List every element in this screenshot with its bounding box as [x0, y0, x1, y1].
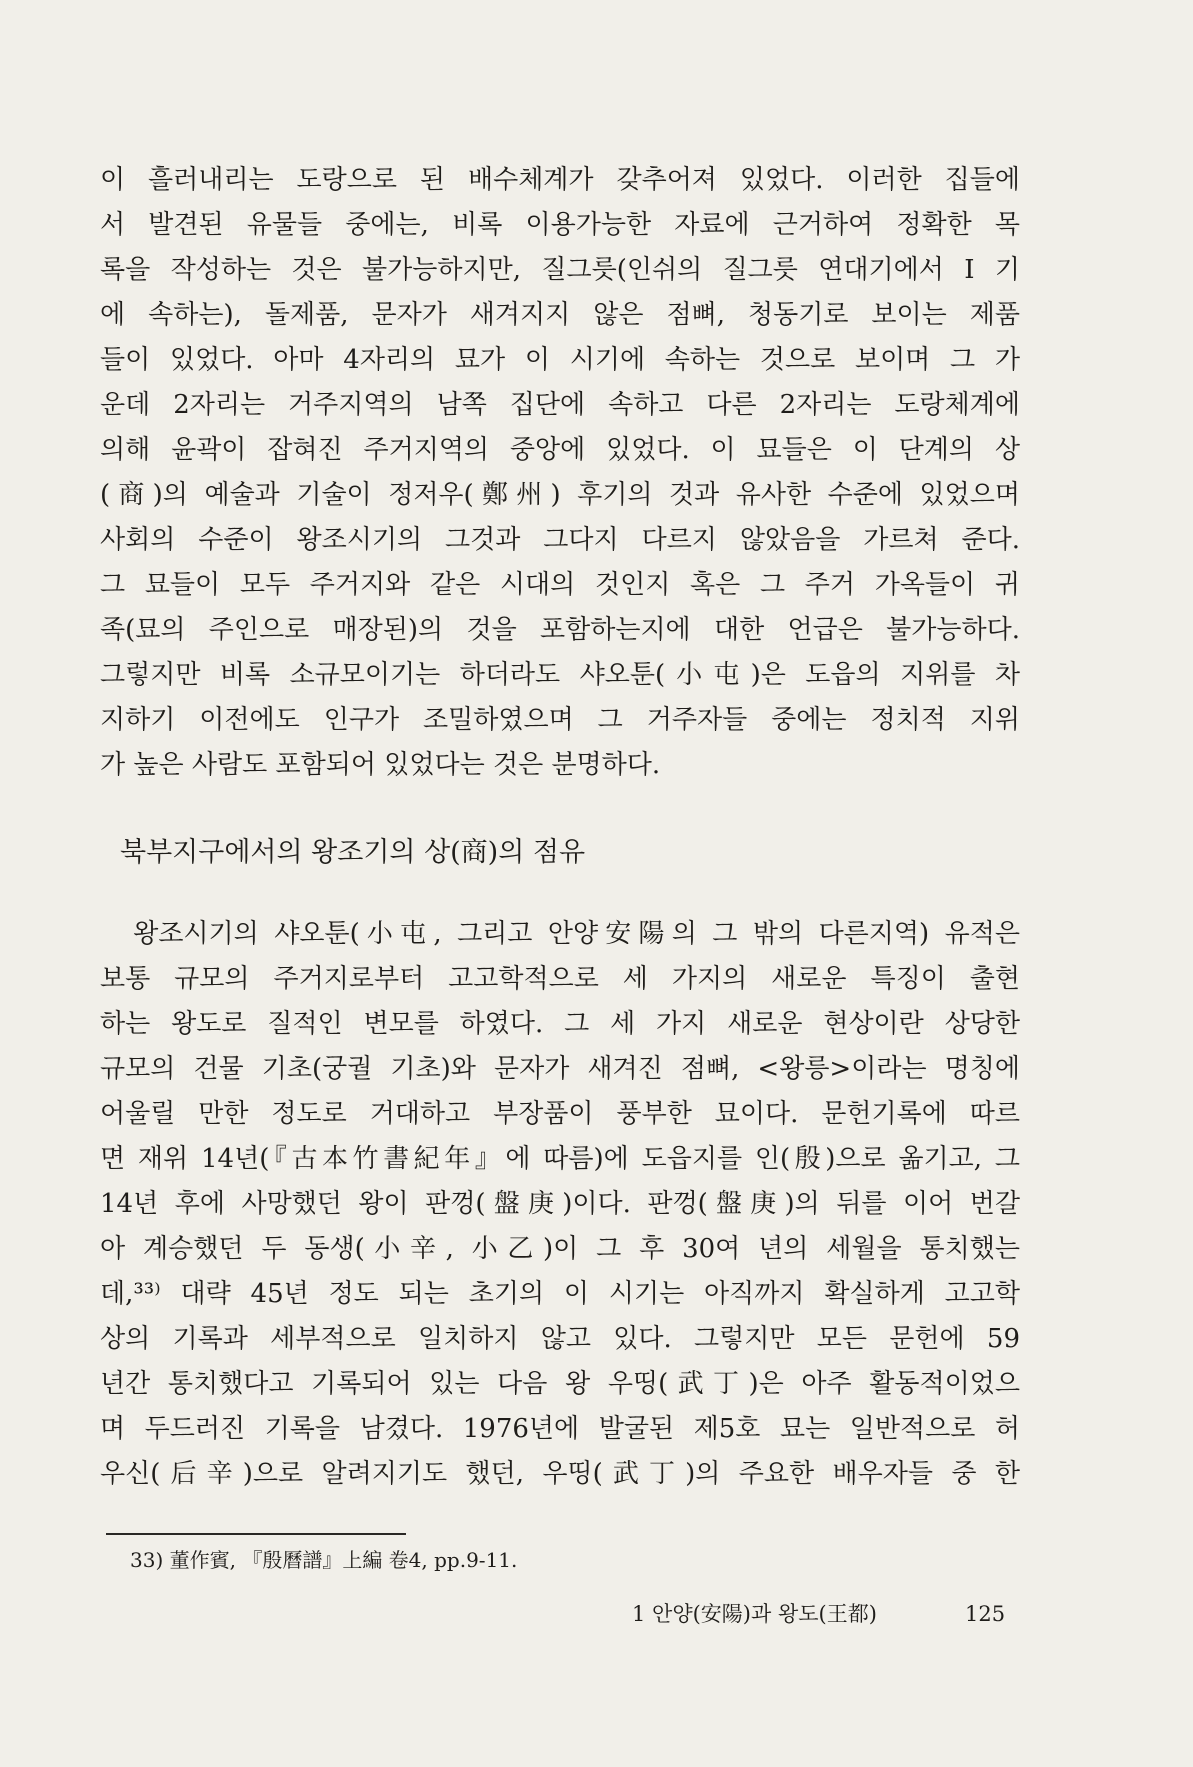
- text-line: 그렇지만 비록 소규모이기는 하더라도 샤오툰(小屯)은 도읍의 지위를 차: [100, 660, 1020, 690]
- text-line: (商)의 예술과 기술이 정저우(鄭州) 후기의 것과 유사한 수준에 있었으며: [100, 480, 1020, 510]
- text-line: 사회의 수준이 왕조시기의 그것과 그다지 다르지 않았음을 가르쳐 준다.: [100, 525, 1020, 555]
- text-line: 면 재위 14년(『古本竹書紀年』에 따름)에 도읍지를 인(殷)으로 옮기고, 그: [100, 1144, 1020, 1174]
- footnote: 33) 董作賓, 『殷曆譜』上編 卷4, pp.9-11.: [130, 1548, 518, 1572]
- text-line: 록을 작성하는 것은 불가능하지만, 질그릇(인쉬의 질그릇 연대기에서 I 기: [100, 255, 1020, 285]
- footnote-divider: [106, 1533, 406, 1535]
- text-line: 서 발견된 유물들 중에는, 비록 이용가능한 자료에 근거하여 정확한 목: [100, 210, 1020, 240]
- text-line: 그 묘들이 모두 주거지와 같은 시대의 것인지 혹은 그 주거 가옥들이 귀: [100, 570, 1020, 600]
- paragraph: [100, 912, 1020, 1497]
- text-line: 규모의 건물 기초(궁궐 기초)와 문자가 새겨진 점뼈, <왕릉>이라는 명칭에: [100, 1054, 1020, 1084]
- text-line: 왕조시기의 샤오툰(小屯, 그리고 안양安陽의 그 밖의 다른지역) 유적은: [100, 919, 1020, 949]
- page-number: 125: [965, 1602, 1006, 1626]
- text-line: 어울릴 만한 정도로 거대하고 부장품이 풍부한 묘이다. 문헌기록에 따르: [100, 1099, 1020, 1129]
- text-line: 년간 통치했다고 기록되어 있는 다음 왕 우띵(武丁)은 아주 활동적이었으: [100, 1369, 1020, 1399]
- text-line: 들이 있었다. 아마 4자리의 묘가 이 시기에 속하는 것으로 보이며 그 가: [100, 345, 1020, 375]
- text-line: 의해 윤곽이 잡혀진 주거지역의 중앙에 있었다. 이 묘들은 이 단계의 상: [100, 435, 1020, 465]
- running-footer: 1 안양(安陽)과 왕도(王都): [632, 1602, 877, 1626]
- text-line: 보통 규모의 주거지로부터 고고학적으로 세 가지의 새로운 특징이 출현: [100, 964, 1020, 994]
- text-line: 우신(后辛)으로 알려지기도 했던, 우띵(武丁)의 주요한 배우자들 중 한: [100, 1459, 1020, 1489]
- text-line: 가 높은 사람도 포함되어 있었다는 것은 분명하다.: [100, 750, 661, 780]
- text-line: 데,³³⁾ 대략 45년 정도 되는 초기의 이 시기는 아직까지 확실하게 고고학: [100, 1279, 1020, 1309]
- text-line: 운데 2자리는 거주지역의 남쪽 집단에 속하고 다른 2자리는 도랑체계에: [100, 390, 1020, 420]
- text-line: 지하기 이전에도 인구가 조밀하였으며 그 거주자들 중에는 정치적 지위: [100, 705, 1020, 735]
- text-line: 아 계승했던 두 동생(小辛, 小乙)이 그 후 30여 년의 세월을 통치했는: [100, 1234, 1020, 1264]
- text-line: 14년 후에 사망했던 왕이 판껑(盤庚)이다. 판껑(盤庚)의 뒤를 이어 번갈: [100, 1189, 1020, 1219]
- text-line: 며 두드러진 기록을 남겼다. 1976년에 발굴된 제5호 묘는 일반적으로 허: [100, 1414, 1020, 1444]
- text-line: 에 속하는), 돌제품, 문자가 새겨지지 않은 점뼈, 청동기로 보이는 제품: [100, 300, 1020, 330]
- text-line: 상의 기록과 세부적으로 일치하지 않고 있다. 그렇지만 모든 문헌에 59: [100, 1324, 1020, 1354]
- paragraph: [100, 158, 1020, 788]
- text-line: 족(묘의 주인으로 매장된)의 것을 포함하는지에 대한 언급은 불가능하다.: [100, 615, 1020, 645]
- text-line: 이 흘러내리는 도랑으로 된 배수체계가 갖추어져 있었다. 이러한 집들에: [100, 165, 1020, 195]
- text-line: 하는 왕도로 질적인 변모를 하였다. 그 세 가지 새로운 현상이란 상당한: [100, 1009, 1020, 1039]
- section-heading: 북부지구에서의 왕조기의 상(商)의 점유: [120, 837, 586, 868]
